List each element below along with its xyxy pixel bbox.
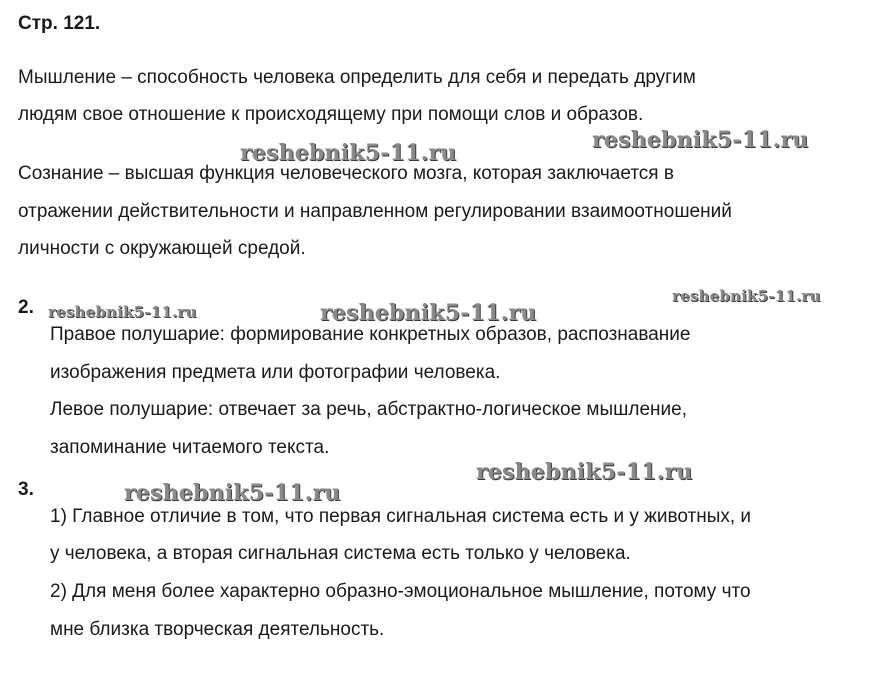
answer-line: запоминание читаемого текста.: [50, 437, 330, 458]
watermark: reshebnik5-11.ru: [48, 303, 197, 321]
watermark: reshebnik5-11.ru: [592, 127, 809, 153]
answer-line: у человека, а вторая сигнальная система есть только у человека.: [50, 543, 631, 564]
answer-line: изображения предмета или фотографии человека.: [50, 362, 501, 383]
watermark: reshebnik5-11.ru: [240, 140, 457, 166]
section-number: 2.: [18, 297, 34, 318]
answer-line: Левое полушарие: отвечает за речь, абстрактно-логическое мышление,: [50, 399, 688, 420]
answer-line: Правое полушарие: формирование конкретных образов, распознавание: [50, 324, 691, 345]
definition-line: Мышление – способность человека определить для себя и передать другим: [18, 67, 696, 88]
page-title: Стр. 121.: [18, 13, 101, 34]
definition-line: личности с окружающей средой.: [18, 238, 306, 259]
answer-line: 2) Для меня более характерно образно-эмоциональное мышление, потому что: [50, 581, 751, 602]
section-number: 3.: [18, 479, 34, 500]
answer-line: 1) Главное отличие в том, что первая сигнальная система есть и у животных, и: [50, 506, 752, 527]
definition-line: людям свое отношение к происходящему при помощи слов и образов.: [18, 104, 644, 125]
watermark: reshebnik5-11.ru: [672, 287, 821, 305]
definition-line: отражении действительности и направленном регулировании взаимоотношений: [18, 201, 732, 222]
watermark: reshebnik5-11.ru: [476, 459, 693, 485]
definition-line: Сознание – высшая функция человеческого мозга, которая заключается в: [18, 163, 674, 184]
answer-line: мне близка творческая деятельность.: [50, 619, 385, 640]
watermark: reshebnik5-11.ru: [124, 480, 341, 506]
watermark: reshebnik5-11.ru: [320, 300, 537, 326]
